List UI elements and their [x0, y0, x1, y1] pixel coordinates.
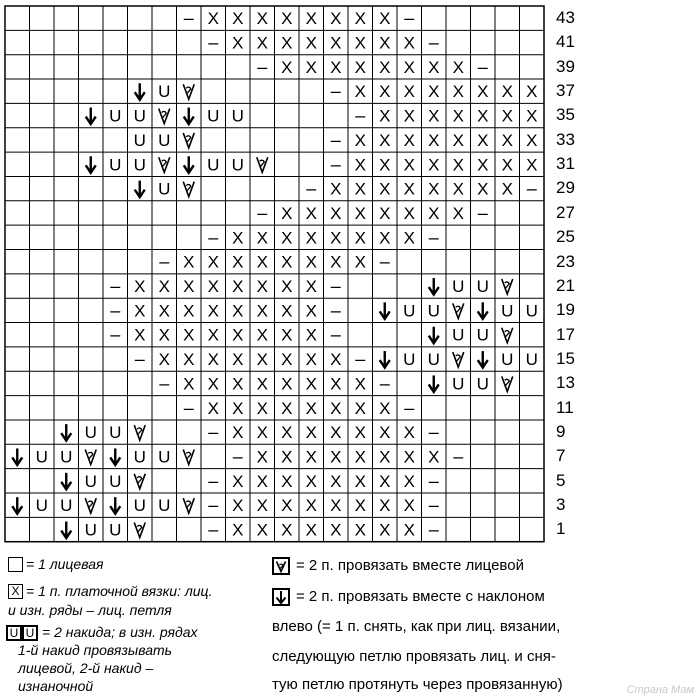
- legend-yarn-over-text-2: 1-й накид провязывать: [18, 642, 173, 658]
- garter-stitch-x: X: [477, 155, 489, 175]
- legend-knit-box: [8, 557, 23, 572]
- row-number: 5: [556, 470, 566, 490]
- garter-stitch-x: X: [379, 106, 391, 126]
- garter-stitch-x: X: [379, 471, 391, 491]
- dash-mark: –: [379, 373, 390, 394]
- dash-mark: –: [428, 519, 439, 540]
- garter-stitch-x: X: [428, 447, 440, 467]
- legend-ssk-text-3: следующую петлю провязать лиц. и сня-: [272, 648, 556, 665]
- garter-stitch-x: X: [452, 203, 464, 223]
- garter-stitch-x: X: [452, 155, 464, 175]
- garter-stitch-x: X: [354, 252, 366, 272]
- garter-stitch-x: X: [428, 130, 440, 150]
- yarn-over-u: U: [207, 106, 220, 126]
- garter-symbol: X: [11, 584, 20, 598]
- garter-stitch-x: X: [305, 228, 317, 248]
- legend-ssk-text-2: влево (= 1 п. снять, как при лиц. вязании,: [272, 618, 561, 635]
- garter-stitch-x: X: [428, 155, 440, 175]
- yarn-over-u: U: [35, 496, 48, 516]
- garter-stitch-x: X: [183, 374, 195, 394]
- dash-mark: –: [208, 495, 219, 516]
- garter-stitch-x: X: [281, 423, 293, 443]
- row-number: 1: [556, 519, 566, 539]
- garter-stitch-x: X: [403, 106, 415, 126]
- yarn-over-u: U: [476, 374, 489, 394]
- yarn-over-u: U: [109, 423, 122, 443]
- row-number: 29: [556, 178, 575, 198]
- garter-stitch-x: X: [379, 203, 391, 223]
- garter-stitch-x: X: [354, 203, 366, 223]
- row-number: 19: [556, 300, 575, 320]
- yarn-over-u: U: [84, 423, 97, 443]
- yarn-over-u: U: [109, 106, 122, 126]
- garter-stitch-x: X: [281, 520, 293, 540]
- garter-stitch-x: X: [207, 301, 219, 321]
- garter-stitch-x: X: [403, 228, 415, 248]
- garter-stitch-x: X: [281, 252, 293, 272]
- garter-stitch-x: X: [232, 301, 244, 321]
- garter-stitch-x: X: [232, 277, 244, 297]
- garter-stitch-x: X: [281, 350, 293, 370]
- garter-stitch-x: X: [232, 471, 244, 491]
- garter-stitch-x: X: [354, 423, 366, 443]
- garter-stitch-x: X: [403, 423, 415, 443]
- dash-mark: –: [183, 397, 194, 418]
- row-number: 17: [556, 324, 575, 344]
- garter-stitch-x: X: [452, 130, 464, 150]
- garter-stitch-x: X: [305, 203, 317, 223]
- garter-stitch-x: X: [256, 398, 268, 418]
- garter-stitch-x: X: [403, 496, 415, 516]
- row-number: 13: [556, 373, 575, 393]
- garter-stitch-x: X: [379, 398, 391, 418]
- garter-stitch-x: X: [428, 106, 440, 126]
- dash-mark: –: [257, 56, 268, 77]
- garter-stitch-x: X: [526, 130, 538, 150]
- yarn-over-u: U: [525, 350, 538, 370]
- garter-stitch-x: X: [158, 325, 170, 345]
- legend-k2tog-icon: [272, 557, 290, 575]
- row-number: 3: [556, 495, 566, 514]
- garter-stitch-x: X: [330, 496, 342, 516]
- garter-stitch-x: X: [379, 9, 391, 29]
- garter-stitch-x: X: [501, 155, 513, 175]
- garter-stitch-x: X: [256, 9, 268, 29]
- garter-stitch-x: X: [403, 447, 415, 467]
- yarn-over-u: U: [231, 155, 244, 175]
- yarn-over-u: U: [35, 447, 48, 467]
- garter-stitch-x: X: [232, 423, 244, 443]
- dash-mark: –: [208, 32, 219, 53]
- dash-mark: –: [208, 470, 219, 491]
- legend-yarn-over-text-4: изнаночной: [18, 678, 94, 694]
- garter-stitch-x: X: [158, 301, 170, 321]
- garter-stitch-x: X: [256, 277, 268, 297]
- row-number: 27: [556, 202, 575, 222]
- garter-stitch-x: X: [256, 301, 268, 321]
- garter-stitch-x: X: [330, 423, 342, 443]
- dash-mark: –: [477, 56, 488, 77]
- garter-stitch-x: X: [232, 350, 244, 370]
- garter-stitch-x: X: [403, 33, 415, 53]
- garter-stitch-x: X: [379, 130, 391, 150]
- garter-stitch-x: X: [379, 228, 391, 248]
- garter-stitch-x: X: [330, 350, 342, 370]
- dash-mark: –: [355, 349, 366, 370]
- garter-stitch-x: X: [232, 325, 244, 345]
- yarn-over-u: U: [525, 301, 538, 321]
- row-number: 35: [556, 105, 575, 125]
- garter-stitch-x: X: [281, 374, 293, 394]
- garter-stitch-x: X: [305, 496, 317, 516]
- garter-stitch-x: X: [281, 471, 293, 491]
- garter-stitch-x: X: [452, 57, 464, 77]
- garter-stitch-x: X: [354, 130, 366, 150]
- dash-mark: –: [428, 422, 439, 443]
- dash-mark: –: [330, 154, 341, 175]
- legend-k2tog-text: = 2 п. провязать вместе лицевой: [296, 557, 524, 574]
- dash-mark: –: [404, 397, 415, 418]
- garter-stitch-x: X: [207, 398, 219, 418]
- dash-mark: –: [330, 81, 341, 102]
- garter-stitch-x: X: [256, 228, 268, 248]
- dash-mark: –: [428, 32, 439, 53]
- garter-stitch-x: X: [305, 398, 317, 418]
- row-number: 7: [556, 446, 566, 466]
- garter-stitch-x: X: [526, 106, 538, 126]
- watermark: Страна Мам: [626, 684, 694, 696]
- yarn-over-u: U: [207, 155, 220, 175]
- dash-mark: –: [110, 300, 121, 321]
- garter-stitch-x: X: [354, 82, 366, 102]
- yarn-over-u: U: [60, 447, 73, 467]
- garter-stitch-x: X: [281, 277, 293, 297]
- dash-mark: –: [110, 324, 121, 345]
- dash-mark: –: [159, 251, 170, 272]
- garter-stitch-x: X: [330, 203, 342, 223]
- garter-stitch-x: X: [379, 155, 391, 175]
- legend-yarn-over-text-1: = 2 накида; в изн. рядах: [42, 624, 198, 640]
- garter-stitch-x: X: [379, 447, 391, 467]
- garter-stitch-x: X: [305, 301, 317, 321]
- yarn-over-u: U: [158, 496, 171, 516]
- garter-stitch-x: X: [305, 57, 317, 77]
- garter-stitch-x: X: [256, 374, 268, 394]
- garter-stitch-x: X: [403, 130, 415, 150]
- garter-stitch-x: X: [403, 471, 415, 491]
- garter-stitch-x: X: [330, 520, 342, 540]
- garter-stitch-x: X: [305, 252, 317, 272]
- yarn-over-symbol-2: U: [25, 626, 35, 640]
- garter-stitch-x: X: [452, 82, 464, 102]
- yarn-over-u: U: [452, 325, 465, 345]
- yarn-over-u: U: [84, 520, 97, 540]
- dash-mark: –: [110, 276, 121, 297]
- legend-yarn-over-box-2: [22, 625, 38, 641]
- garter-stitch-x: X: [477, 130, 489, 150]
- garter-stitch-x: X: [281, 447, 293, 467]
- garter-stitch-x: X: [354, 520, 366, 540]
- garter-stitch-x: X: [256, 520, 268, 540]
- yarn-over-u: U: [158, 179, 171, 199]
- garter-stitch-x: X: [305, 325, 317, 345]
- row-number: 41: [556, 32, 575, 52]
- garter-stitch-x: X: [232, 520, 244, 540]
- dash-mark: –: [453, 446, 464, 467]
- garter-stitch-x: X: [354, 228, 366, 248]
- dash-mark: –: [379, 251, 390, 272]
- garter-stitch-x: X: [207, 325, 219, 345]
- garter-stitch-x: X: [158, 277, 170, 297]
- garter-stitch-x: X: [379, 423, 391, 443]
- garter-stitch-x: X: [403, 57, 415, 77]
- yarn-over-u: U: [158, 130, 171, 150]
- legend-garter-text-1: = 1 п. платочной вязки: лиц.: [26, 583, 213, 599]
- legend-ssk-text-4: тую петлю протянуть через провязанную): [272, 676, 563, 693]
- garter-stitch-x: X: [134, 277, 146, 297]
- dash-mark: –: [208, 422, 219, 443]
- garter-stitch-x: X: [330, 228, 342, 248]
- garter-stitch-x: X: [232, 228, 244, 248]
- garter-stitch-x: X: [305, 374, 317, 394]
- garter-stitch-x: X: [256, 252, 268, 272]
- yarn-over-u: U: [133, 496, 146, 516]
- yarn-over-u: U: [133, 447, 146, 467]
- row-number: 9: [556, 421, 566, 441]
- garter-stitch-x: X: [403, 203, 415, 223]
- garter-stitch-x: X: [305, 350, 317, 370]
- dash-mark: –: [306, 178, 317, 199]
- yarn-over-u: U: [133, 155, 146, 175]
- yarn-over-u: U: [60, 496, 73, 516]
- garter-stitch-x: X: [354, 398, 366, 418]
- garter-stitch-x: X: [501, 106, 513, 126]
- legend-garter-text-2: и изн. ряды – лиц. петля: [8, 602, 172, 618]
- dash-mark: –: [257, 202, 268, 223]
- legend-knit-text: = 1 лицевая: [26, 556, 104, 572]
- garter-stitch-x: X: [232, 252, 244, 272]
- garter-stitch-x: X: [354, 179, 366, 199]
- legend-ssk-text-1: = 2 п. провязать вместе с наклоном: [296, 588, 545, 605]
- garter-stitch-x: X: [256, 33, 268, 53]
- garter-stitch-x: X: [305, 520, 317, 540]
- garter-stitch-x: X: [281, 228, 293, 248]
- garter-stitch-x: X: [354, 155, 366, 175]
- garter-stitch-x: X: [330, 398, 342, 418]
- garter-stitch-x: X: [281, 496, 293, 516]
- dash-mark: –: [134, 349, 145, 370]
- garter-stitch-x: X: [452, 106, 464, 126]
- garter-stitch-x: X: [428, 203, 440, 223]
- dash-mark: –: [183, 8, 194, 29]
- garter-stitch-x: X: [232, 496, 244, 516]
- garter-stitch-x: X: [354, 33, 366, 53]
- row-number: 23: [556, 251, 575, 271]
- row-number: 25: [556, 227, 575, 247]
- yarn-over-u: U: [501, 301, 514, 321]
- dash-mark: –: [428, 470, 439, 491]
- garter-stitch-x: X: [330, 471, 342, 491]
- garter-stitch-x: X: [305, 33, 317, 53]
- legend-yarn-over-text-3: лицевой, 2-й накид –: [18, 660, 154, 676]
- garter-stitch-x: X: [403, 82, 415, 102]
- yarn-over-u: U: [427, 350, 440, 370]
- row-number: 21: [556, 275, 575, 295]
- garter-stitch-x: X: [281, 301, 293, 321]
- garter-stitch-x: X: [477, 82, 489, 102]
- garter-stitch-x: X: [134, 325, 146, 345]
- garter-stitch-x: X: [526, 155, 538, 175]
- yarn-over-u: U: [427, 301, 440, 321]
- garter-stitch-x: X: [354, 374, 366, 394]
- yarn-over-u: U: [109, 155, 122, 175]
- garter-stitch-x: X: [330, 33, 342, 53]
- garter-stitch-x: X: [330, 9, 342, 29]
- yarn-over-u: U: [403, 350, 416, 370]
- yarn-over-u: U: [133, 106, 146, 126]
- dash-mark: –: [428, 495, 439, 516]
- garter-stitch-x: X: [477, 179, 489, 199]
- garter-stitch-x: X: [183, 277, 195, 297]
- row-number: 11: [556, 397, 574, 417]
- row-number: 31: [556, 154, 575, 174]
- garter-stitch-x: X: [379, 33, 391, 53]
- dash-mark: –: [330, 129, 341, 150]
- garter-stitch-x: X: [232, 33, 244, 53]
- garter-stitch-x: X: [305, 9, 317, 29]
- garter-stitch-x: X: [428, 57, 440, 77]
- dash-mark: –: [404, 8, 415, 29]
- yarn-over-u: U: [231, 106, 244, 126]
- yarn-over-symbol-1: U: [9, 626, 19, 640]
- garter-stitch-x: X: [330, 374, 342, 394]
- garter-stitch-x: X: [281, 9, 293, 29]
- garter-stitch-x: X: [183, 325, 195, 345]
- garter-stitch-x: X: [183, 350, 195, 370]
- garter-stitch-x: X: [354, 447, 366, 467]
- garter-stitch-x: X: [207, 9, 219, 29]
- garter-stitch-x: X: [305, 423, 317, 443]
- yarn-over-u: U: [476, 325, 489, 345]
- legend-yarn-over-box-1: [6, 625, 22, 641]
- garter-stitch-x: X: [428, 82, 440, 102]
- dash-mark: –: [330, 324, 341, 345]
- dash-mark: –: [355, 105, 366, 126]
- row-number: 15: [556, 348, 575, 368]
- dash-mark: –: [159, 373, 170, 394]
- yarn-over-u: U: [476, 277, 489, 297]
- garter-stitch-x: X: [281, 57, 293, 77]
- garter-stitch-x: X: [501, 130, 513, 150]
- garter-stitch-x: X: [256, 325, 268, 345]
- garter-stitch-x: X: [256, 423, 268, 443]
- garter-stitch-x: X: [403, 179, 415, 199]
- garter-stitch-x: X: [452, 179, 464, 199]
- yarn-over-u: U: [452, 374, 465, 394]
- garter-stitch-x: X: [134, 301, 146, 321]
- dash-mark: –: [208, 519, 219, 540]
- garter-stitch-x: X: [207, 374, 219, 394]
- dash-mark: –: [477, 202, 488, 223]
- garter-stitch-x: X: [281, 203, 293, 223]
- garter-stitch-x: X: [354, 9, 366, 29]
- garter-stitch-x: X: [232, 374, 244, 394]
- row-number: 43: [556, 8, 575, 27]
- garter-stitch-x: X: [330, 447, 342, 467]
- legend-garter-box: [8, 584, 23, 599]
- garter-stitch-x: X: [158, 350, 170, 370]
- yarn-over-u: U: [109, 471, 122, 491]
- dash-mark: –: [428, 227, 439, 248]
- garter-stitch-x: X: [379, 520, 391, 540]
- garter-stitch-x: X: [183, 301, 195, 321]
- garter-stitch-x: X: [354, 471, 366, 491]
- dash-mark: –: [526, 178, 537, 199]
- dash-mark: –: [330, 276, 341, 297]
- garter-stitch-x: X: [207, 252, 219, 272]
- garter-stitch-x: X: [281, 33, 293, 53]
- yarn-over-u: U: [452, 277, 465, 297]
- legend-ssk-icon: [272, 588, 290, 606]
- row-number: 33: [556, 129, 575, 149]
- garter-stitch-x: X: [501, 82, 513, 102]
- garter-stitch-x: X: [256, 447, 268, 467]
- garter-stitch-x: X: [207, 277, 219, 297]
- yarn-over-u: U: [133, 130, 146, 150]
- garter-stitch-x: X: [379, 82, 391, 102]
- garter-stitch-x: X: [305, 277, 317, 297]
- garter-stitch-x: X: [354, 496, 366, 516]
- garter-stitch-x: X: [281, 398, 293, 418]
- garter-stitch-x: X: [330, 179, 342, 199]
- garter-stitch-x: X: [428, 179, 440, 199]
- dash-mark: –: [330, 300, 341, 321]
- garter-stitch-x: X: [232, 398, 244, 418]
- yarn-over-u: U: [109, 520, 122, 540]
- garter-stitch-x: X: [281, 325, 293, 345]
- garter-stitch-x: X: [379, 179, 391, 199]
- garter-stitch-x: X: [232, 9, 244, 29]
- dash-mark: –: [232, 446, 243, 467]
- garter-stitch-x: X: [330, 252, 342, 272]
- garter-stitch-x: X: [403, 155, 415, 175]
- garter-stitch-x: X: [256, 471, 268, 491]
- garter-stitch-x: X: [379, 57, 391, 77]
- garter-stitch-x: X: [207, 350, 219, 370]
- garter-stitch-x: X: [501, 179, 513, 199]
- garter-stitch-x: X: [305, 471, 317, 491]
- garter-stitch-x: X: [354, 57, 366, 77]
- garter-stitch-x: X: [526, 82, 538, 102]
- garter-stitch-x: X: [256, 496, 268, 516]
- garter-stitch-x: X: [183, 252, 195, 272]
- row-number: 37: [556, 81, 575, 101]
- yarn-over-u: U: [158, 82, 171, 102]
- yarn-over-u: U: [84, 471, 97, 491]
- yarn-over-u: U: [501, 350, 514, 370]
- garter-stitch-x: X: [477, 106, 489, 126]
- garter-stitch-x: X: [403, 520, 415, 540]
- garter-stitch-x: X: [256, 350, 268, 370]
- yarn-over-u: U: [403, 301, 416, 321]
- garter-stitch-x: X: [305, 447, 317, 467]
- yarn-over-u: U: [158, 447, 171, 467]
- dash-mark: –: [208, 227, 219, 248]
- garter-stitch-x: X: [330, 57, 342, 77]
- garter-stitch-x: X: [379, 496, 391, 516]
- row-number: 39: [556, 56, 575, 76]
